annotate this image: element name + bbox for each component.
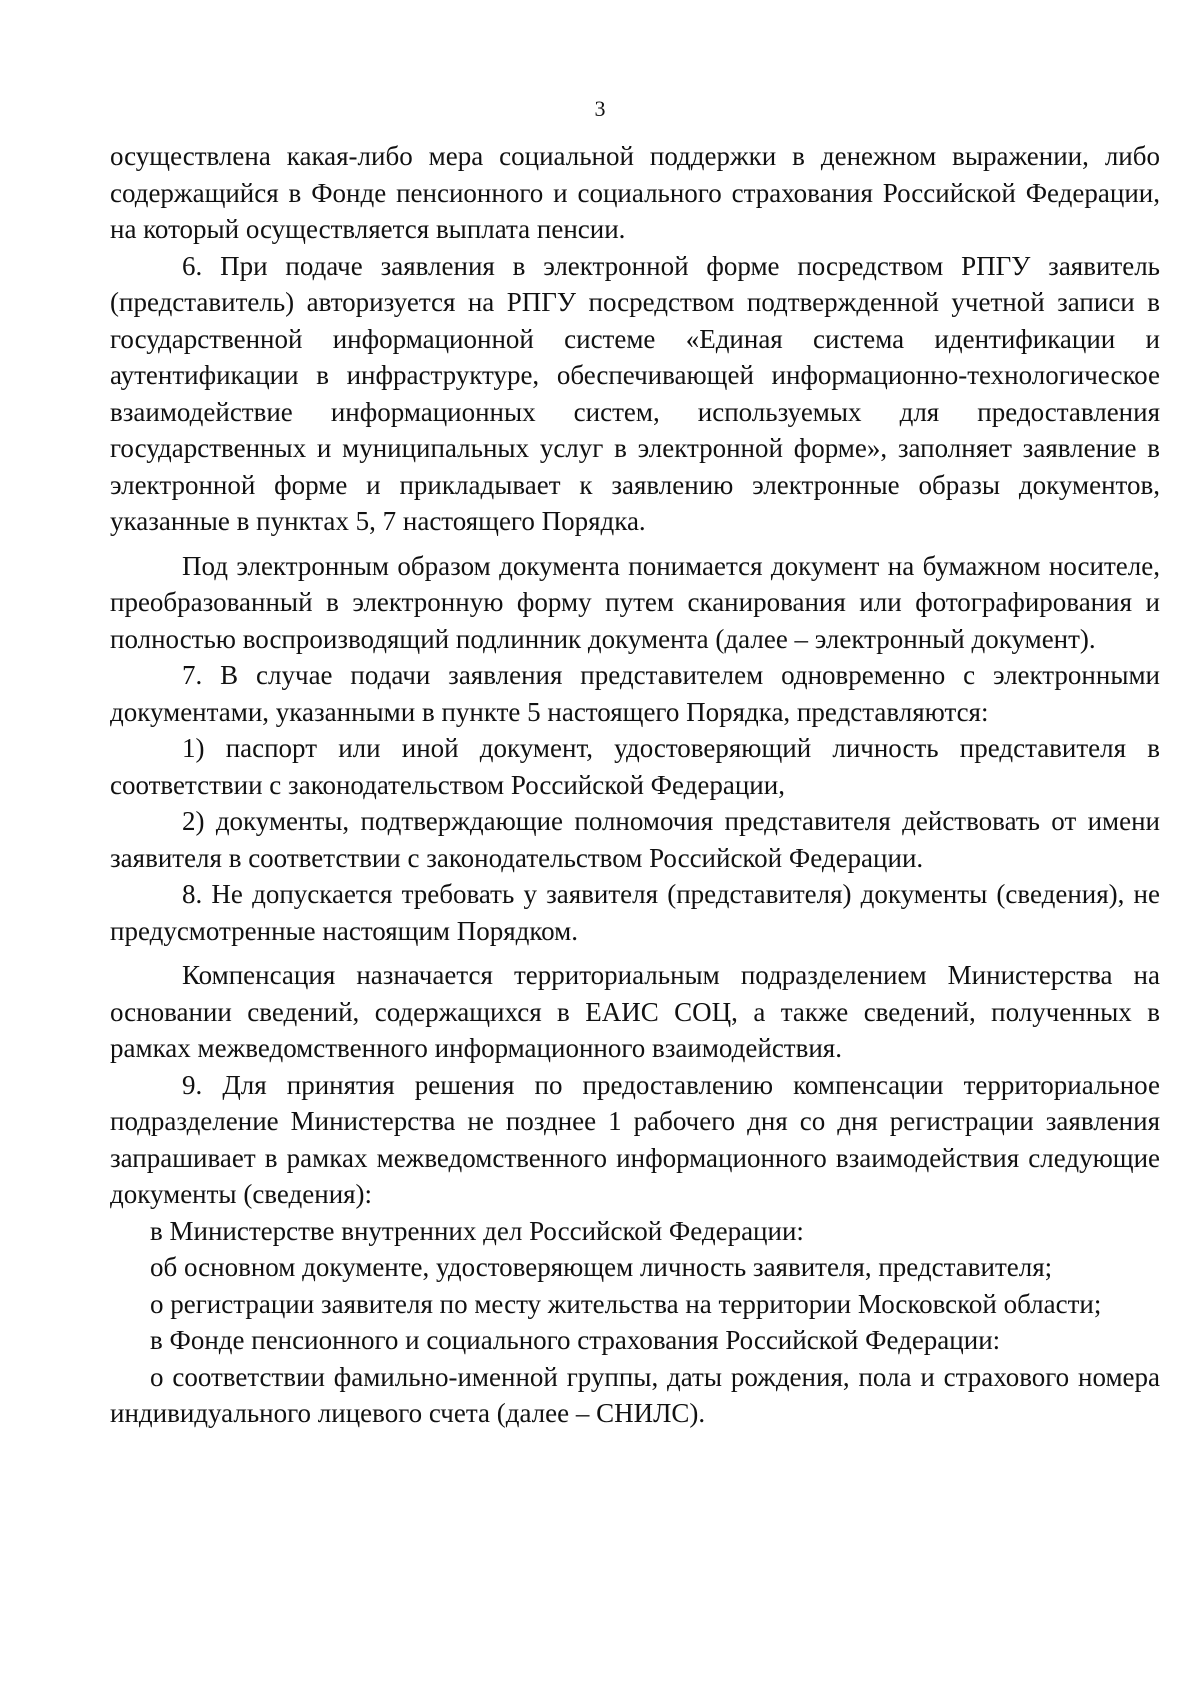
paragraph-identity-doc: об основном документе, удостоверяющем личность заявителя, представителя;: [150, 1252, 1053, 1282]
paragraph-registration: о регистрации заявителя по месту жительства на территории Московской области;: [150, 1288, 1102, 1319]
document-body: [110, 138, 1160, 1432]
paragraph-item-7: 7. В случае подачи заявления представителем одновременно с электронными документами, указанными в пункте 5 настоящего Порядка, представляются:: [110, 660, 1160, 727]
paragraph-snils: о соответствии фамильно-именной группы, даты рождения, пола и страхового номера индивидуального лицевого счета (далее – СНИЛС).: [110, 1361, 1160, 1428]
paragraph-item-8: 8. Не допускается требовать у заявителя (представителя) документы (сведения), не предусмотренные настоящим Порядком.: [110, 879, 1160, 946]
paragraph-continuation: осуществлена какая-либо мера социальной поддержки в денежном выражении, либо содержащийся в Фонде пенсионного и социального страхования Российской Федерации, на который осуществляется выплата пенсии.: [110, 141, 1160, 244]
paragraph-item-6: 6. При подаче заявления в электронной форме посредством РПГУ заявитель (представитель) авторизуется на РПГУ посредством подтвержденной учетной записи в государственной информационной системе «Единая система идентификации и аутентификации в инфраструктуре, обеспечивающей информационно-технологическое взаимодействие информационных систем, используемых для предоставления государственных и муниципальных услуг в электронной форме», заполняет заявление в электронной форме и прикладывает к заявлению электронные образы документов, указанные в пунктах 5, 7 настоящего Порядка.: [110, 250, 1160, 536]
page-number: 3: [594, 96, 606, 121]
paragraph-item-9: 9. Для принятия решения по предоставлению компенсации территориальное подразделение Министерства не позднее 1 рабочего дня со дня регистрации заявления запрашивает в рамках межведомственного информационного взаимодействия следующие документы (сведения):: [110, 1069, 1160, 1209]
list-item-1: 1) паспорт или иной документ, удостоверяющий личность представителя в соответствии с законодательством Российской Федерации,: [110, 733, 1160, 800]
paragraph-pension-fund: в Фонде пенсионного и социального страхования Российской Федерации:: [150, 1325, 1001, 1355]
paragraph-mvd: в Министерстве внутренних дел Российской Федерации:: [150, 1215, 804, 1246]
paragraph-compensation: Компенсация назначается территориальным подразделением Министерства на основании сведений, содержащихся в ЕАИС СОЦ, а также сведений, полученных в рамках межведомственного информационного взаимодействия.: [110, 960, 1160, 1063]
list-item-2: 2) документы, подтверждающие полномочия представителя действовать от имени заявителя в соответствии с законодательством Российской Федерации.: [110, 806, 1160, 873]
paragraph-electronic-image: Под электронным образом документа понимается документ на бумажном носителе, преобразованный в электронную форму путем сканирования или фотографирования и полностью воспроизводящий подлинник документа (далее – электронный документ).: [110, 550, 1160, 654]
